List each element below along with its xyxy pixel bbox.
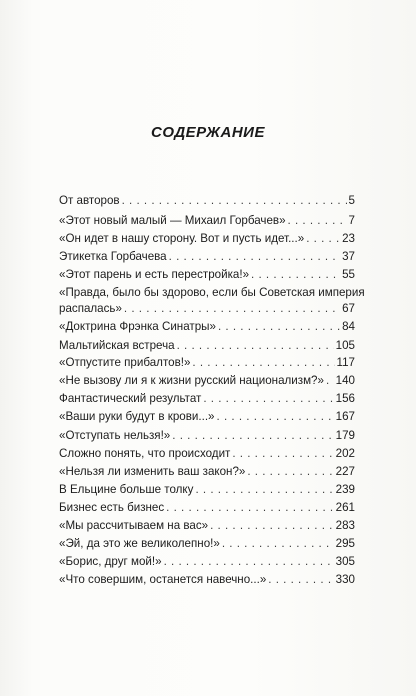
toc-entry-title: Сложно понять, что происходит (59, 447, 231, 460)
toc-entry-title: «Ваши руки будут в крови...» (59, 410, 215, 423)
toc-entry-page: 140 (335, 374, 355, 387)
toc-entry-title: «Эй, да это же великолепно!» (59, 537, 220, 550)
toc-entry-title: «Этот новый малый — Михаил Горбачев» (59, 214, 286, 227)
dot-leader (218, 319, 340, 335)
dot-leader (251, 267, 340, 283)
toc-entry-title: Фантастический результат (59, 392, 202, 405)
toc-entry-page: 179 (335, 429, 355, 442)
dot-leader (192, 355, 334, 371)
toc-entry-page: 295 (335, 537, 355, 550)
toc-entry-page: 84 (342, 320, 355, 333)
toc-entry-page: 227 (335, 465, 355, 478)
toc-entry-title: «Доктрина Фрэнка Синатры» (59, 320, 216, 333)
toc-entry-page: 305 (335, 555, 355, 568)
toc-entry (59, 373, 355, 389)
dot-leader (122, 193, 347, 209)
dot-leader (326, 373, 334, 389)
toc-entry-title: «Борис, друг мой!» (59, 555, 162, 568)
toc-entry-title: «Мы рассчитываем на вас» (59, 519, 209, 532)
toc-entry (59, 446, 355, 462)
dot-leader (232, 446, 333, 462)
dot-leader (288, 213, 347, 229)
toc-entry-title: «Что совершим, останется навечно...» (59, 573, 267, 586)
toc-entry (59, 554, 355, 570)
toc-entry-title: «Отступать нельзя!» (59, 429, 171, 442)
toc-entry (59, 572, 355, 588)
toc-entry-title: В Ельцине больше толку (59, 483, 194, 496)
toc-entry-page: 67 (342, 302, 355, 315)
dot-leader (306, 231, 340, 247)
toc-entry (59, 391, 355, 407)
toc-entry-title: Мальтийская встреча (59, 339, 175, 352)
dot-leader (177, 338, 334, 354)
toc-entry-title: «Нельзя ли изменить ваш закон?» (59, 465, 246, 478)
toc-entry-page: 283 (335, 519, 355, 532)
toc-entry-title-continued: распалась» (59, 302, 122, 315)
toc-entry-page: 202 (335, 447, 355, 460)
toc-entry (59, 231, 355, 247)
toc-entry-page: 5 (348, 194, 355, 207)
toc-entry-page: 37 (342, 250, 355, 263)
toc-entry-title: Бизнес есть бизнес (59, 501, 165, 514)
toc-entry (59, 518, 355, 534)
toc-entry (59, 338, 355, 354)
toc-entry (59, 355, 355, 371)
dot-leader (210, 518, 334, 534)
toc-entry-continued (59, 301, 355, 317)
dot-leader (222, 536, 334, 552)
dot-leader (217, 409, 334, 425)
toc-entry-page: 330 (335, 573, 355, 586)
toc-entry (59, 285, 365, 301)
dot-leader (172, 428, 333, 444)
toc-entry (59, 319, 355, 335)
toc-entry-title: «Правда, было бы здорово, если бы Советская империя (59, 286, 365, 299)
toc-entry (59, 500, 355, 516)
toc-entry (59, 409, 355, 425)
toc-entry (59, 428, 355, 444)
dot-leader (169, 249, 340, 265)
toc-entry-page: 167 (335, 410, 355, 423)
toc-entry-title: Этикетка Горбачева (59, 250, 167, 263)
toc-entry-title: «Он идет в нашу сторону. Вот и пусть идет...» (59, 232, 305, 245)
toc-entry-title: «Этот парень и есть перестройка!» (59, 268, 250, 281)
dot-leader (268, 572, 333, 588)
dot-leader (195, 482, 333, 498)
toc-entry-page: 7 (348, 214, 355, 227)
toc-entry-page: 23 (342, 232, 355, 245)
toc-entry-page: 156 (335, 392, 355, 405)
toc-entry-page: 55 (342, 268, 355, 281)
toc-entry (59, 536, 355, 552)
toc-entry-title: «Отпустите прибалтов!» (59, 356, 191, 369)
toc-entry (59, 213, 355, 229)
dot-leader (164, 554, 334, 570)
toc-entry-page: 117 (336, 356, 355, 369)
toc-entry-page: 105 (335, 339, 355, 352)
toc-entry (59, 482, 355, 498)
toc-entry (59, 464, 355, 480)
dot-leader (247, 464, 333, 480)
dot-leader (166, 500, 333, 516)
toc-entry-page: 261 (335, 501, 355, 514)
dot-leader (124, 301, 340, 317)
page-title: СОДЕРЖАНИЕ (151, 124, 265, 141)
toc-entry (59, 193, 355, 209)
toc-entry-title: «Не вызову ли я к жизни русский национализм?» (59, 374, 324, 387)
toc-entry (59, 267, 355, 283)
toc-entry-title: От авторов (59, 194, 120, 207)
toc-entry-page: 239 (335, 483, 355, 496)
dot-leader (203, 391, 333, 407)
toc-entry (59, 249, 355, 265)
